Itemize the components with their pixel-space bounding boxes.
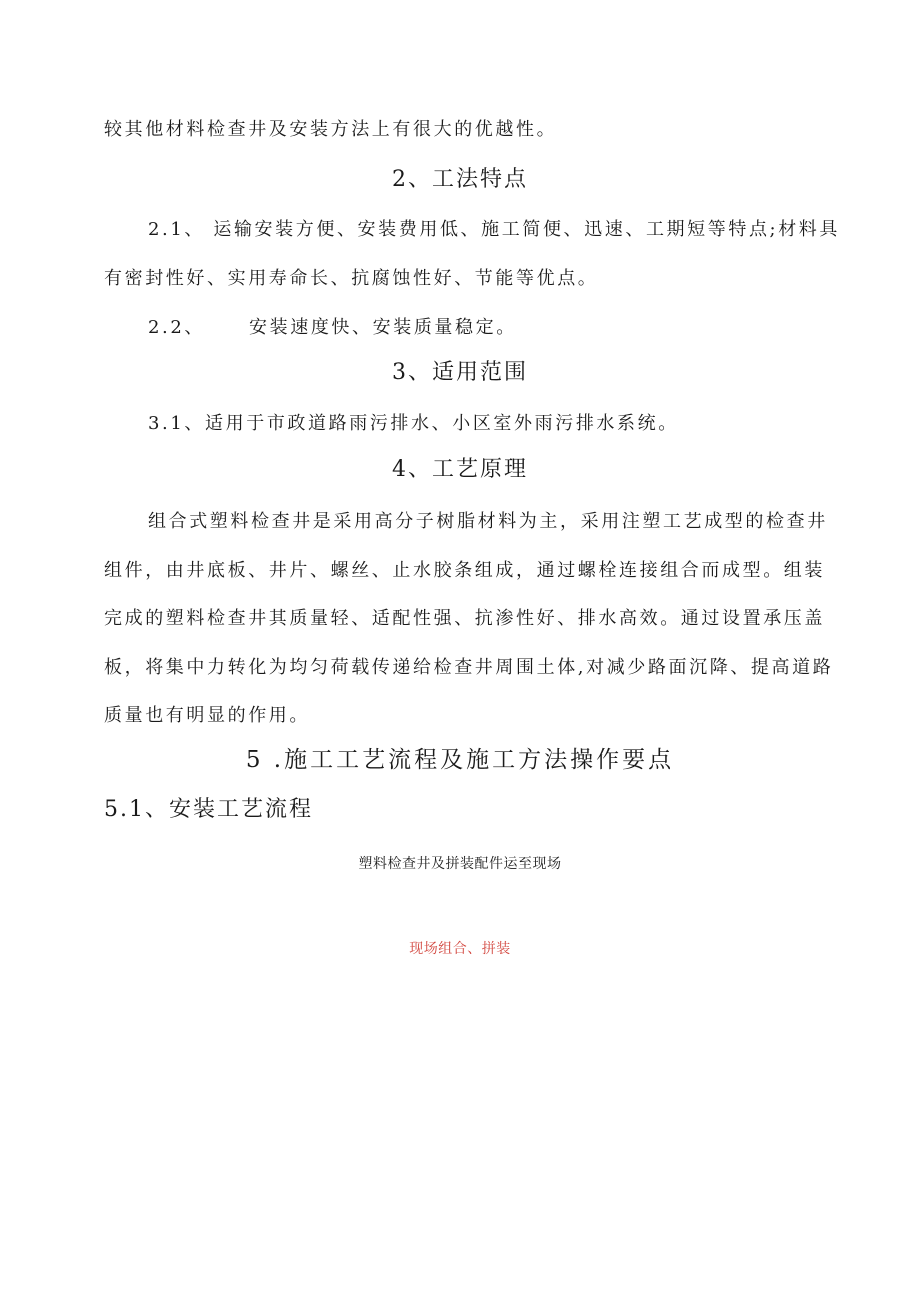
section-4-line-4: 板，将集中力转化为均匀荷载传递给检查井周围土体,对减少路面沉降、提高道路 [104,657,834,678]
section-5-1-title: 5.1、安装工艺流程 [104,797,313,822]
section-4-line-3: 完成的塑料检查井其质量轻、适配性强、抗渗性好、排水高效。通过设置承压盖 [104,608,825,629]
section-2-title: 2、工法特点 [392,167,528,192]
flowchart-step-1: 塑料检查井及拼装配件运至现场 [358,856,562,872]
section-2-1-line-2: 有密封性好、实用寿命长、抗腐蚀性好、节能等优点。 [104,268,599,289]
section-4-line-5: 质量也有明显的作用。 [104,705,310,726]
intro-tail-text: 较其他材料检查井及安装方法上有很大的优越性。 [104,119,558,140]
section-3-1-text: 3.1、适用于市政道路雨污排水、小区室外雨污排水系统。 [148,413,679,434]
section-2-2-text: 安装速度快、安装质量稳定。 [249,317,517,338]
section-4-title: 4、工艺原理 [392,457,528,482]
section-2-2-line [148,316,517,340]
section-3-title: 3、适用范围 [392,360,528,385]
section-2-1-line-1: 2.1、 运输安装方便、安装费用低、施工简便、迅速、工期短等特点;材料具 [148,219,841,240]
section-2-2-number: 2.2、 [148,317,206,338]
section-4-line-1: 组合式塑料检查井是采用高分子树脂材料为主，采用注塑工艺成型的检查井 [148,511,828,532]
section-5-title: 5 .施工工艺流程及施工方法操作要点 [245,747,675,773]
flowchart-step-2: 现场组合、拼装 [409,941,511,957]
section-4-line-2: 组件，由井底板、井片、螺丝、止水胶条组成，通过螺栓连接组合而成型。组装 [104,560,825,581]
